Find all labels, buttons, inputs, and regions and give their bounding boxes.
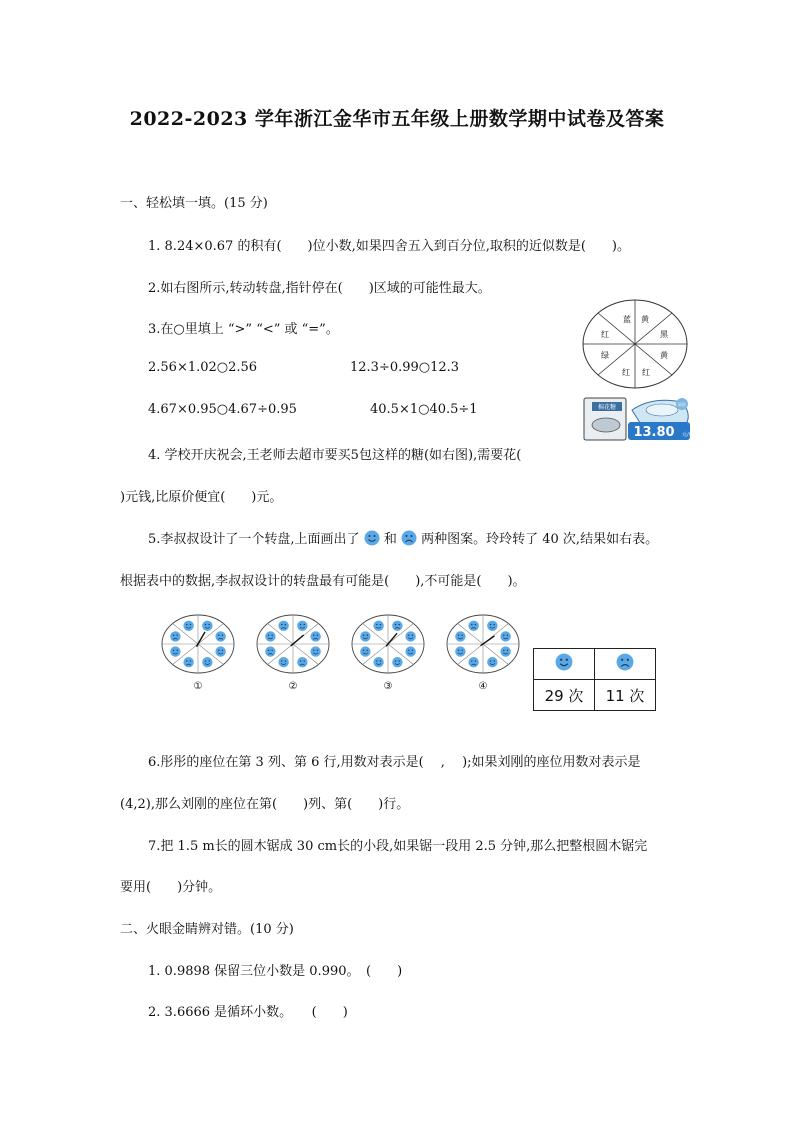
face-wheel-2 bbox=[255, 613, 331, 675]
question-4-line1: 4. 学校开庆祝会,王老师去超市要买5包这样的糖(如右图),需要花( bbox=[148, 448, 522, 463]
sad-count-cell: 11 次 bbox=[595, 680, 656, 711]
section1-heading: 一、轻松填一填。(15 分) bbox=[120, 196, 268, 211]
happy-face-icon bbox=[455, 646, 465, 656]
face-wheel-3 bbox=[350, 613, 426, 675]
question-3: 3.在○里填上 “>” “<” 或 “=”。 bbox=[148, 322, 339, 337]
happy-face-icon bbox=[487, 657, 497, 667]
sticker-label: 原价 bbox=[678, 402, 686, 407]
candy-price-unit: 元/包 bbox=[682, 432, 694, 438]
question-7-line2: 要用( )分钟。 bbox=[120, 880, 222, 895]
happy-face-icon bbox=[405, 631, 415, 641]
q5-text-part3: 两种图案。玲玲转了 40 次,结果如右表。 bbox=[421, 532, 659, 547]
happy-face-icon bbox=[170, 646, 180, 656]
happy-face-icon bbox=[500, 631, 510, 641]
happy-face-icon bbox=[360, 646, 370, 656]
sad-face-icon bbox=[278, 621, 288, 631]
question-3b: 12.3÷0.99○12.3 bbox=[350, 360, 460, 375]
happy-face-icon bbox=[373, 657, 383, 667]
table-header-sad bbox=[595, 649, 656, 680]
happy-count-cell: 29 次 bbox=[534, 680, 595, 711]
spinner1-label: 蓝 bbox=[623, 315, 631, 324]
spinner1-label: 绿 bbox=[601, 351, 609, 360]
table-header-happy bbox=[534, 649, 595, 680]
happy-face-icon bbox=[360, 631, 370, 641]
sad-face-icon bbox=[392, 621, 402, 631]
spinner1-label: 黑 bbox=[660, 330, 668, 339]
wheel-label-2: ② bbox=[288, 681, 298, 692]
sad-face-icon bbox=[310, 631, 320, 641]
happy-face-icon bbox=[265, 631, 275, 641]
happy-face-icon bbox=[278, 657, 288, 667]
question-2: 2.如右图所示,转动转盘,指针停在( )区域的可能性最大。 bbox=[148, 281, 491, 296]
question-7-line1: 7.把 1.5 m长的圆木锯成 30 cm长的小段,如果锯一段用 2.5 分钟,那么把整根圆木锯完 bbox=[148, 839, 648, 854]
happy-face-icon bbox=[183, 621, 193, 631]
spin-result-table bbox=[533, 648, 656, 711]
question-5-line1 bbox=[148, 528, 658, 547]
face-wheel-1 bbox=[160, 613, 236, 675]
q5-text-part1: 5.李叔叔设计了一个转盘,上面画出了 bbox=[148, 532, 360, 547]
spinner1-label: 黄 bbox=[660, 351, 668, 360]
face-wheel-4 bbox=[445, 613, 521, 675]
question-5-line2: 根据表中的数据,李叔叔设计的转盘最有可能是( ),不可能是( )。 bbox=[120, 574, 526, 589]
sad-face-icon bbox=[215, 631, 225, 641]
question-1: 1. 8.24×0.67 的积有( )位小数,如果四舍五入到百分位,取积的近似数是( )。 bbox=[148, 239, 631, 254]
sad-face-icon bbox=[170, 631, 180, 641]
spinner1-label: 红 bbox=[642, 368, 650, 377]
candy-price: 13.80 bbox=[633, 425, 675, 440]
question-6-line2: (4,2),那么刘刚的座位在第( )列、第( )行。 bbox=[120, 797, 410, 812]
question-6-line1: 6.彤彤的座位在第 3 列、第 6 行,用数对表示是( , );如果刘刚的座位用数对表示是 bbox=[148, 755, 641, 770]
sad-face-icon bbox=[616, 653, 634, 671]
happy-face-icon bbox=[555, 653, 573, 671]
happy-face-icon bbox=[455, 631, 465, 641]
sad-face-icon bbox=[297, 657, 307, 667]
happy-face-icon bbox=[202, 657, 212, 667]
judge-question-2: 2. 3.6666 是循环小数。 ( ) bbox=[148, 1005, 348, 1020]
wheel-label-1: ① bbox=[193, 681, 203, 692]
wheel-label-3: ③ bbox=[383, 681, 393, 692]
wheel-label-4: ④ bbox=[478, 681, 488, 692]
question-3c: 4.67×0.95○4.67÷0.95 bbox=[148, 402, 297, 417]
happy-face-icon bbox=[310, 646, 320, 656]
question-3d: 40.5×1○40.5÷1 bbox=[370, 402, 478, 417]
color-spinner-figure bbox=[580, 298, 690, 390]
happy-face-icon bbox=[405, 646, 415, 656]
happy-face-icon bbox=[392, 657, 402, 667]
happy-face-icon bbox=[500, 646, 510, 656]
sad-face-icon bbox=[468, 657, 478, 667]
question-3a: 2.56×1.02○2.56 bbox=[148, 360, 258, 375]
candy-package-figure bbox=[582, 392, 694, 444]
spinner1-label: 红 bbox=[622, 368, 630, 377]
judge-question-1: 1. 0.9898 保留三位小数是 0.990。 ( ) bbox=[148, 964, 403, 979]
q5-text-part2: 和 bbox=[383, 532, 397, 547]
sad-face-icon bbox=[468, 621, 478, 631]
happy-face-icon bbox=[364, 530, 380, 546]
section2-heading: 二、火眼金睛辨对错。(10 分) bbox=[120, 922, 294, 937]
sad-face-icon bbox=[265, 646, 275, 656]
happy-face-icon bbox=[297, 621, 307, 631]
happy-face-icon bbox=[373, 621, 383, 631]
happy-face-icon bbox=[487, 621, 497, 631]
candy-brand: 棉花糖 bbox=[597, 404, 617, 411]
happy-face-icon bbox=[202, 621, 212, 631]
question-4-line2: )元钱,比原价便宜( )元。 bbox=[120, 490, 283, 505]
sad-face-icon bbox=[401, 530, 417, 546]
sad-face-icon bbox=[183, 657, 193, 667]
spinner1-label: 黄 bbox=[641, 315, 649, 324]
page-title: 2022-2023 学年浙江金华市五年级上册数学期中试卷及答案 bbox=[129, 108, 665, 130]
spinner1-label: 红 bbox=[601, 330, 609, 339]
happy-face-icon bbox=[215, 646, 225, 656]
